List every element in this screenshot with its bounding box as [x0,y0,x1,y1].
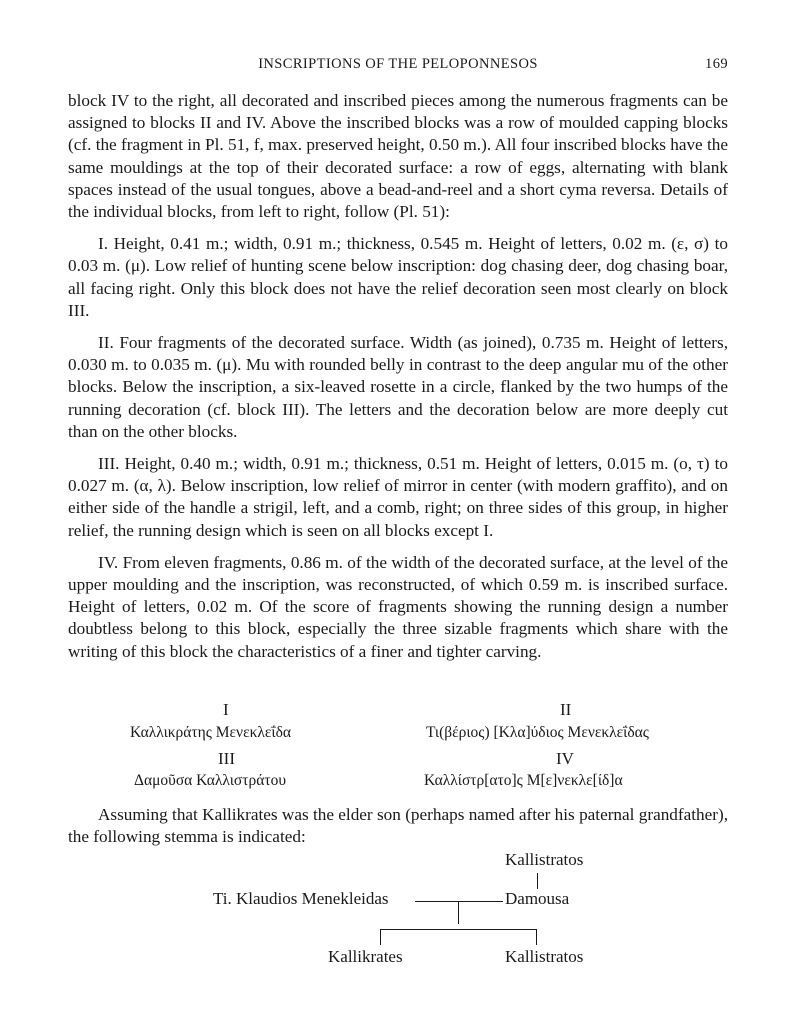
inscription-text: Καλλικράτης Μενεκλεΐδα [130,724,292,741]
paragraph-block-iv: IV. From eleven fragments, 0.86 m. of the width of the decorated surface, at the level of the upper moulding and the inscription, was reconstructed, of which 0.59 m. is inscribed surface. Height of letters, 0.02 m. Of the score of fragments showing the running design a number doubtless belong to this block, especially the three sizable fragments which share with the writing of this block the characteristics of a finer and tighter carving. [68,552,728,661]
stemma-son-right: Kallistratos [505,947,584,966]
paragraph-continuation: block IV to the right, all decorated and inscribed pieces among the numerous fragments can be assigned to blocks II and IV. Above the inscribed blocks was a row of moulded capping blocks (cf. the fragment in Pl. 51, f, max. preserved height, 0.50 m.). All four inscribed blocks have the same mouldings at the top of their decorated surface: a row of eggs, alternating with blank spaces instead of the usual tongues, above a bead-and-reel and a short cyma reversa. Details of the individual blocks, from left to right, follow (Pl. 51): [68,91,728,222]
page-number: 169 [705,56,728,72]
paragraph-block-i: I. Height, 0.41 m.; width, 0.91 m.; thickness, 0.545 m. Height of letters, 0.02 m. (ε, σ) to 0.03 m. (μ). Low relief of hunting scene below inscription: dog chasing deer, dog chasing boar, all facing right. Only this block does not have the relief decoration seen most clearly on block III. [68,234,728,320]
stemma-mother: Damousa [505,889,570,908]
inscription-numeral: I [223,700,229,719]
inscription-numeral: II [560,700,572,719]
stemma-line [380,929,381,945]
stemma-grandfather: Kallistratos [505,850,584,869]
stemma-son-left: Kallikrates [328,947,403,966]
paragraph-block-ii: II. Four fragments of the decorated surface. Width (as joined), 0.735 m. Height of letters, 0.030 m. to 0.035 m. (μ). Mu with rounded belly in contrast to the deep angular mu of the other blocks. Below the inscription, a six-leaved rosette in a circle, flanked by the two humps of the running decoration (cf. block III). The letters and the decoration below are more deeply cut than on the other blocks. [68,333,728,441]
inscription-text: Καλλίστρ[ατο]ς Μ[ε]νεκλε[ίδ]α [424,772,623,789]
stemma-intro: Assuming that Kallikrates was the elder son (perhaps named after his paternal grandfather), the following stemma is indicated: [68,805,728,847]
paragraph-block-iii: III. Height, 0.40 m.; width, 0.91 m.; thickness, 0.51 m. Height of letters, 0.015 m. (ο, τ) to 0.027 m. (α, λ). Below inscription, low relief of mirror in center (with modern graffito), and on either side of the handle a strigil, left, and a comb, right; on three sides of this group, in higher relief, the running design which is seen on all blocks except I. [68,454,728,540]
inscription-numeral: III [218,749,235,768]
stemma-line [380,929,537,930]
stemma-line [536,929,537,945]
stemma-father: Ti. Klaudios Menekleidas [213,889,389,908]
inscription-text: Δαμοῦσα Καλλιστράτου [134,772,287,789]
inscription-text: Τι(βέριος) [Κλα]ύδιος Μενεκλεΐδας [426,724,649,741]
stemma-marriage-line [415,901,503,902]
stemma-line [537,873,538,889]
inscription-numeral: IV [556,749,574,768]
stemma-line [458,902,459,924]
running-head-title: INSCRIPTIONS OF THE PELOPONNESOS [258,56,538,72]
